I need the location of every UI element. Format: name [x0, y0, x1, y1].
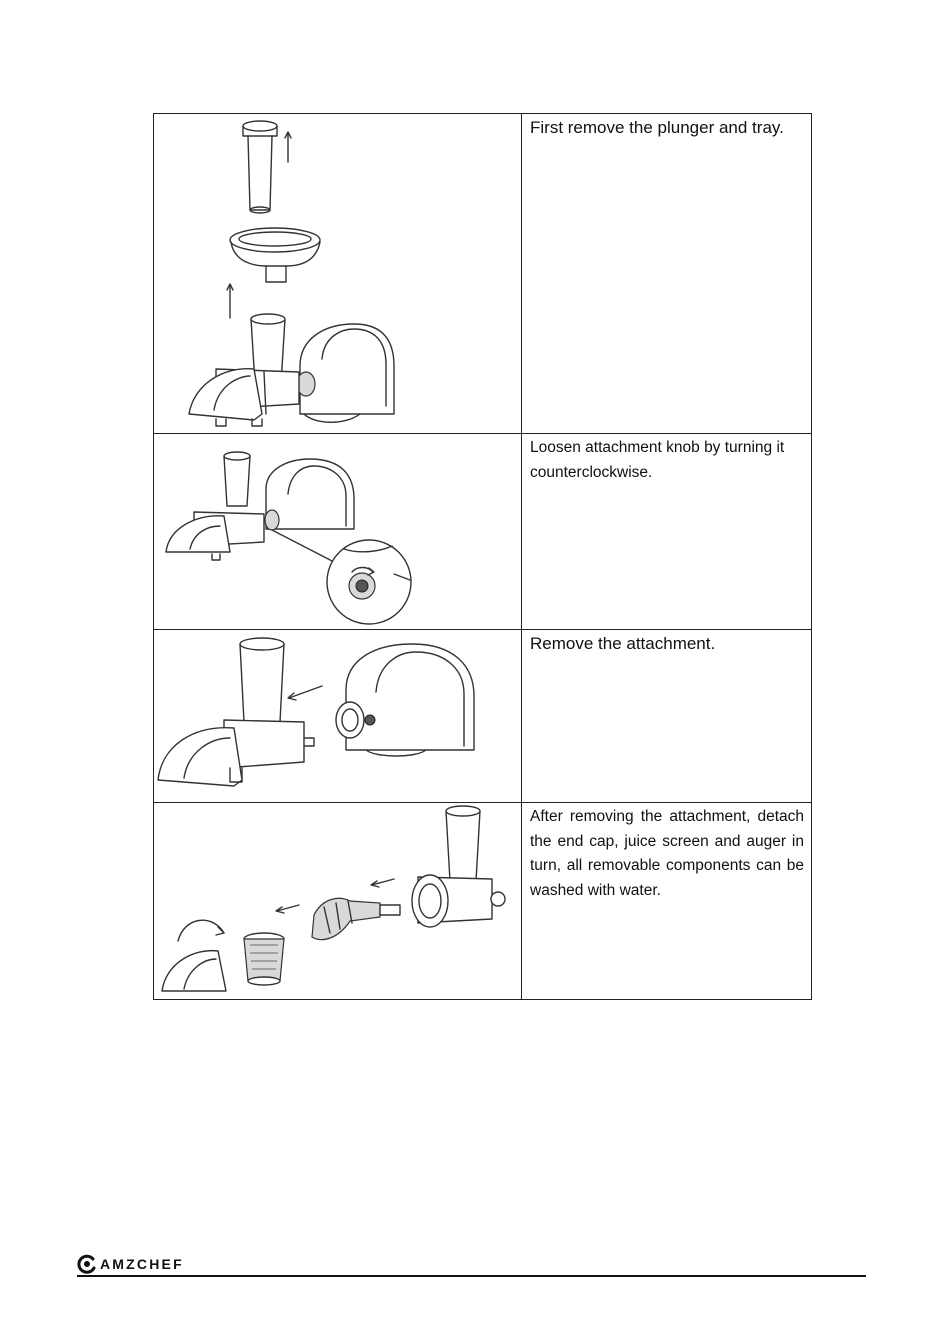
left-arrow-icon: [289, 686, 322, 698]
step-3-text-cell: [522, 630, 812, 803]
instruction-steps-table: [153, 113, 812, 1000]
step-1-illustration: [154, 114, 522, 434]
end-cap-icon: [162, 920, 226, 991]
tray-icon: [230, 228, 320, 282]
motor-base-icon: [336, 644, 474, 756]
auger-icon: [312, 898, 400, 939]
brand-logo-icon: [77, 1254, 97, 1274]
step-1-text-cell: [522, 114, 812, 434]
step-2-illustration: [154, 434, 522, 630]
step-4-text-cell: [522, 803, 812, 1000]
step-4-text: After removing the attachment, detach the end cap, juice screen and auger in turn, all removable components can be washed with water.: [530, 808, 804, 899]
step-4-illustration: [154, 803, 522, 1000]
step-3-text: Remove the attachment.: [530, 634, 716, 653]
brand-logo: [77, 1254, 184, 1274]
step-2-text-cell: [522, 434, 812, 630]
pointer-line: [272, 530, 334, 562]
juicer-assembly-icon: [166, 452, 354, 560]
step-row-1: [154, 114, 812, 434]
step-3-illustration: [154, 630, 522, 803]
step-row-2: [154, 434, 812, 630]
juicer-assembly-icon: [189, 314, 394, 426]
attachment-housing-icon: [412, 806, 505, 927]
attachment-icon: [158, 638, 314, 786]
knob-detail-icon: [327, 540, 411, 624]
step-2-text: Loosen attachment knob by turning it counterclockwise.: [530, 439, 785, 481]
juice-screen-icon: [244, 933, 284, 985]
step-row-4: [154, 803, 812, 1000]
brand-name: AMZCHEF: [100, 1256, 184, 1272]
plunger-icon: [243, 121, 277, 213]
step-row-3: [154, 630, 812, 803]
footer-divider: [77, 1275, 866, 1277]
step-1-text: First remove the plunger and tray.: [530, 118, 784, 137]
